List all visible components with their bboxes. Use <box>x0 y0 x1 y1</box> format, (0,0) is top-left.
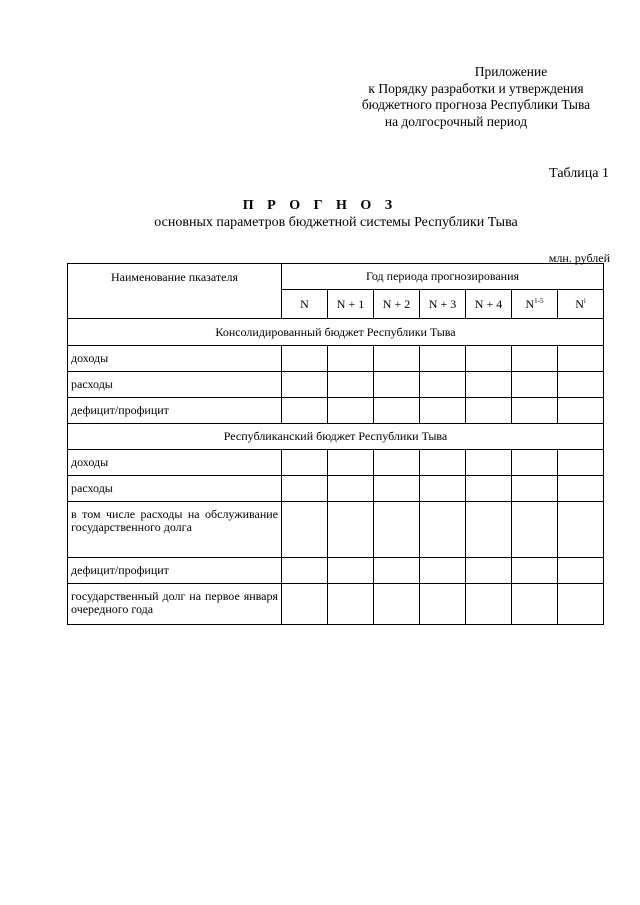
appendix-line-4: на долгосрочный период <box>384 113 528 129</box>
table-cell <box>420 450 466 476</box>
row-label-public-debt: государственный долг на первое января очередного года <box>68 584 282 625</box>
year-header: N <box>282 290 328 319</box>
forecast-table <box>67 263 604 625</box>
table-cell <box>558 558 604 584</box>
table-cell <box>282 502 328 558</box>
table-cell <box>512 398 558 424</box>
table-cell <box>374 558 420 584</box>
table-cell <box>282 450 328 476</box>
table-cell <box>512 502 558 558</box>
table-cell <box>512 450 558 476</box>
table-cell <box>466 476 512 502</box>
year-header: N + 2 <box>374 290 420 319</box>
table-cell <box>420 346 466 372</box>
table-cell <box>512 346 558 372</box>
table-cell <box>328 346 374 372</box>
row-label-deficit: дефицит/профицит <box>68 558 282 584</box>
table-cell <box>420 398 466 424</box>
table-cell <box>374 476 420 502</box>
appendix-line-1: Приложение <box>474 64 548 79</box>
table-cell <box>374 450 420 476</box>
row-label-income: доходы <box>68 450 282 476</box>
table-cell <box>374 398 420 424</box>
table-cell <box>466 372 512 398</box>
table-cell <box>420 502 466 558</box>
table-cell <box>558 398 604 424</box>
table-cell <box>466 558 512 584</box>
table-cell <box>466 584 512 625</box>
row-label-debt-service: в том числе расходы на обслуживание государственного долга <box>68 502 282 558</box>
table-cell <box>374 502 420 558</box>
table-cell <box>466 398 512 424</box>
table-cell <box>282 398 328 424</box>
year-header: $N^{1-5}$ <box>512 290 558 319</box>
row-label-income: доходы <box>68 346 282 372</box>
row-label-deficit: дефицит/профицит <box>68 398 282 424</box>
table-cell <box>328 584 374 625</box>
table-cell <box>328 450 374 476</box>
table-cell <box>558 372 604 398</box>
header-indicator-name: Наименование пказателя <box>68 264 282 319</box>
table-cell <box>420 476 466 502</box>
table-cell <box>420 558 466 584</box>
table-cell <box>328 558 374 584</box>
table-cell <box>558 476 604 502</box>
table-cell <box>558 346 604 372</box>
table-number: Таблица 1 <box>549 166 609 181</box>
table-cell <box>558 502 604 558</box>
year-header: $N^i$ <box>558 290 604 319</box>
table-cell <box>466 346 512 372</box>
table-cell <box>374 584 420 625</box>
table-cell <box>374 346 420 372</box>
table-cell <box>512 584 558 625</box>
table-cell <box>282 558 328 584</box>
table-cell <box>420 372 466 398</box>
table-cell <box>328 476 374 502</box>
appendix-line-2: к Порядку разработки и утверждения <box>368 80 584 96</box>
row-label-expenses: расходы <box>68 372 282 398</box>
table-cell <box>512 372 558 398</box>
document-title: П Р О Г Н О З <box>242 198 398 213</box>
table-cell <box>282 476 328 502</box>
table-cell <box>558 450 604 476</box>
table-cell <box>282 372 328 398</box>
table-cell <box>512 476 558 502</box>
row-label-expenses: расходы <box>68 476 282 502</box>
appendix-line-3: бюджетного прогноза Республики Тыва <box>361 97 591 112</box>
units-label: млн. рублей <box>548 251 610 265</box>
table-cell <box>328 398 374 424</box>
year-header: N + 1 <box>328 290 374 319</box>
year-header: N + 4 <box>466 290 512 319</box>
table-cell <box>282 584 328 625</box>
table-cell <box>466 450 512 476</box>
table-cell <box>328 502 374 558</box>
section-republican-budget: Республиканский бюджет Республики Тыва <box>68 424 604 450</box>
table-cell <box>420 584 466 625</box>
header-forecast-period: Год периода прогнозирования <box>282 264 604 290</box>
table-cell <box>466 502 512 558</box>
table-cell <box>282 346 328 372</box>
table-cell <box>558 584 604 625</box>
appendix-header <box>340 64 612 130</box>
document-subtitle: основных параметров бюджетной системы Республики Тыва <box>154 215 518 230</box>
table-cell <box>512 558 558 584</box>
table-cell <box>374 372 420 398</box>
section-consolidated-budget: Консолидированный бюджет Республики Тыва <box>68 319 604 346</box>
year-header: N + 3 <box>420 290 466 319</box>
table-cell <box>328 372 374 398</box>
